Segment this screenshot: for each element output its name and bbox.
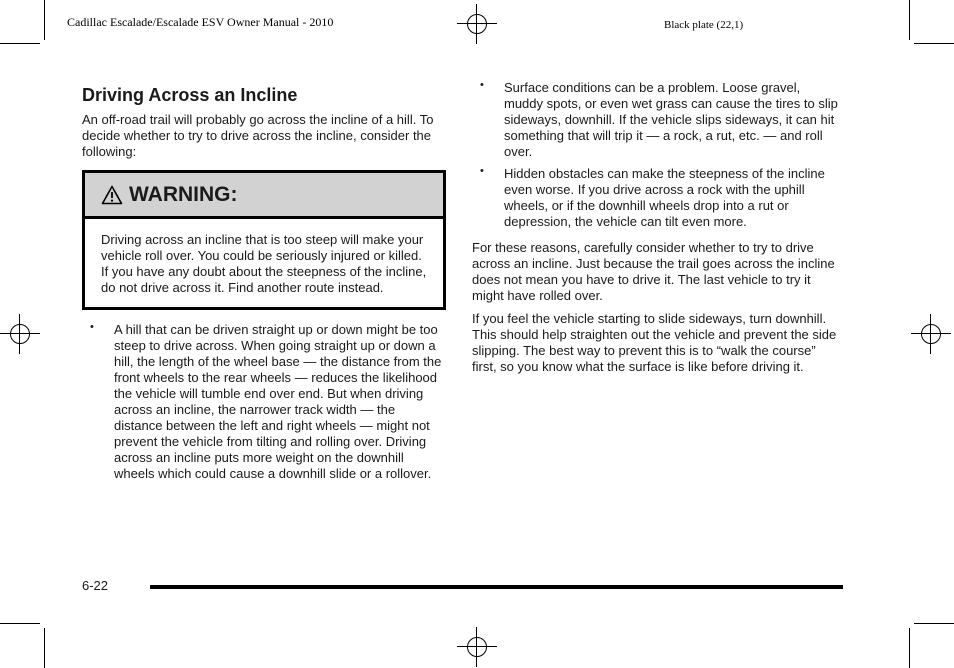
body-paragraph: If you feel the vehicle starting to slide sideways, turn downhill. This should help straighten out the vehicle and prevent the side slipping. The best way to prevent this is to “walk the course” first, so you know what the surface is like before driving it. bbox=[472, 311, 837, 374]
registration-mark-icon bbox=[0, 314, 40, 354]
crop-mark bbox=[0, 43, 40, 44]
warning-triangle-icon bbox=[101, 185, 123, 205]
list-item: • Hidden obstacles can make the steepness of the incline even worse. If you drive across a rock with the uphill wheels, or if the downhill wheels drop into a rut or depression, the vehicle can tilt even more. bbox=[472, 166, 838, 230]
left-bullet-list bbox=[82, 322, 446, 482]
warning-header bbox=[85, 173, 443, 219]
warning-box bbox=[82, 170, 446, 310]
crop-mark bbox=[914, 623, 954, 624]
manual-title: Cadillac Escalade/Escalade ESV Owner Manual - 2010 bbox=[67, 15, 334, 29]
crop-mark bbox=[909, 0, 910, 40]
intro-paragraph: An off-road trail will probably go across the incline of a hill. To decide whether to try to drive across the incline, consider the following: bbox=[82, 112, 434, 159]
right-bullet-list bbox=[472, 80, 838, 230]
registration-mark-icon bbox=[911, 314, 951, 354]
warning-title: WARNING: bbox=[129, 182, 238, 206]
plate-label: Black plate (22,1) bbox=[664, 19, 744, 31]
crop-mark bbox=[44, 628, 45, 668]
warning-body: Driving across an incline that is too steep will make your vehicle roll over. You could be seriously injured or killed. If you have any doubt about the steepness of the incline, do not drive across it. Find another route instead. bbox=[101, 232, 427, 295]
crop-mark bbox=[909, 628, 910, 668]
list-item: • A hill that can be driven straight up or down might be too steep to drive across. When going straight up or down a hill, the length of the wheel base — the distance from the front wheels to the rear wheels — reduces the likelihood the vehicle will tumble end over end. But when driving across an incline, the narrower track width — the distance between the left and right wheels — might not prevent the vehicle from tilting and rolling over. Driving across an incline puts more weight on the downhill wheels which could cause a downhill slide or a rollover. bbox=[82, 322, 446, 482]
body-paragraph: For these reasons, carefully consider whether to try to drive across an incline. Just because the trail goes across the incline does not mean you have to drive it. The last vehicle to try it might have rolled over. bbox=[472, 240, 835, 303]
list-item: • Surface conditions can be a problem. Loose gravel, muddy spots, or even wet grass can cause the tires to slip sideways, downhill. If the vehicle slips sideways, it can hit something that will trip it — a rock, a rut, etc. — and roll over. bbox=[472, 80, 838, 160]
right-column bbox=[472, 80, 838, 382]
registration-mark-icon bbox=[457, 4, 497, 44]
crop-mark bbox=[44, 0, 45, 40]
registration-mark-icon bbox=[457, 627, 497, 667]
page-number: 6-22 bbox=[82, 578, 109, 593]
crop-mark bbox=[0, 623, 40, 624]
footer-rule bbox=[150, 585, 843, 589]
section-title: Driving Across an Incline bbox=[82, 85, 298, 105]
crop-mark bbox=[914, 43, 954, 44]
left-column bbox=[82, 84, 446, 488]
